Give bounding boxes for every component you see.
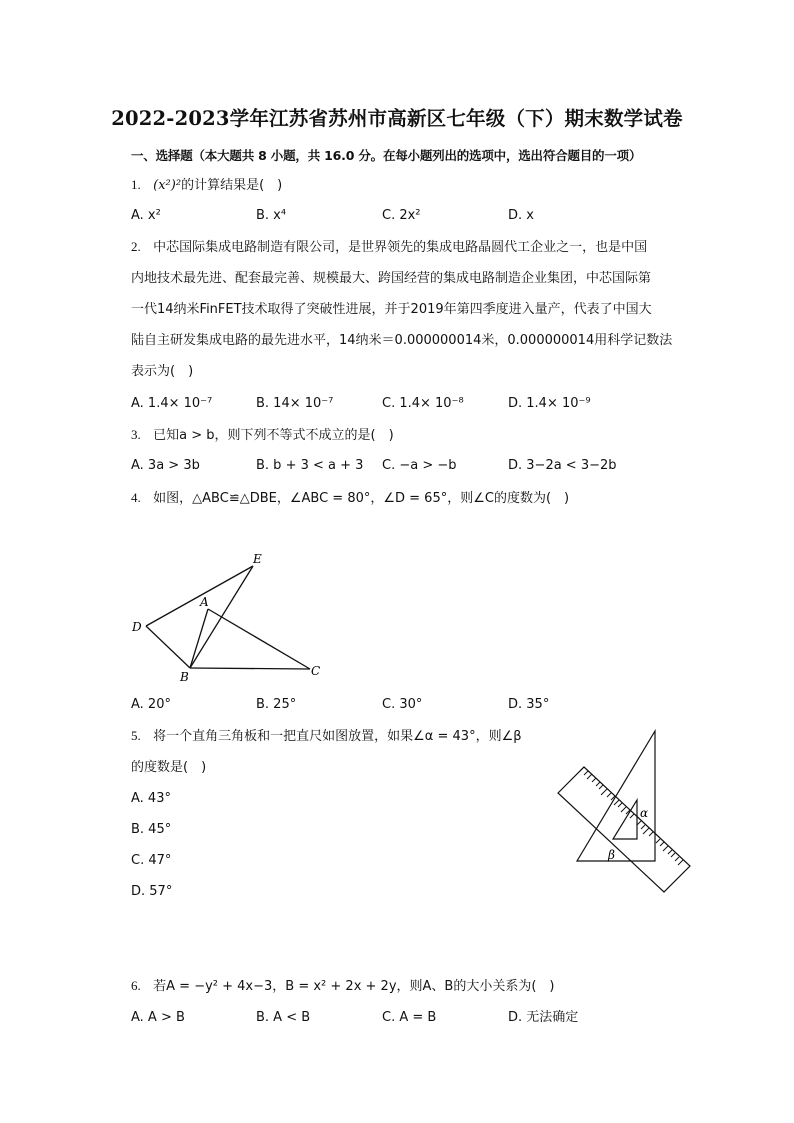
q5-option-d[interactable]: D. 57° xyxy=(131,884,173,899)
question-2-line-3: 一代14纳米FinFET技术取得了突破性进展，并于2019年第四季度进入量产，代表了中国大 xyxy=(131,302,652,317)
question-6-text: 若A = −y² + 4x−3，B = x² + 2x + 2y，则A、B的大小关系为( ) xyxy=(153,979,555,994)
section-heading: 一、选择题（本大题共 8 小题，共 16.0 分。在每小题列出的选项中，选出符合题目的一项） xyxy=(131,148,642,163)
question-5-line-1 xyxy=(131,727,522,746)
label-beta: β xyxy=(608,848,615,862)
question-1 xyxy=(131,176,282,195)
q2-option-c[interactable]: C. 1.4× 10⁻⁸ xyxy=(382,396,464,411)
question-4-text: 如图，△ABC≌△DBE，∠ABC = 80°，∠D = 65°，则∠C的度数为( ) xyxy=(153,491,570,506)
q6-option-d[interactable]: D. 无法确定 xyxy=(508,1010,579,1025)
q6-option-a[interactable]: A. A > B xyxy=(131,1010,185,1025)
q4-option-a[interactable]: A. 20° xyxy=(131,697,171,712)
q3-option-a[interactable]: A. 3a > 3b xyxy=(131,458,200,473)
question-2-line-1 xyxy=(131,238,647,257)
question-number: 1. xyxy=(131,177,141,192)
question-5-line-2: 的度数是( ) xyxy=(131,760,207,775)
q2-option-a[interactable]: A. 1.4× 10⁻⁷ xyxy=(131,396,213,411)
question-4 xyxy=(131,489,569,508)
q5-option-b[interactable]: B. 45° xyxy=(131,822,172,837)
q6-option-b[interactable]: B. A < B xyxy=(256,1010,311,1025)
question-3-text: 已知a > b，则下列不等式不成立的是( ) xyxy=(153,428,394,443)
question-3 xyxy=(131,426,394,445)
q3-option-c[interactable]: C. −a > −b xyxy=(382,458,457,473)
question-2-line-5: 表示为( ) xyxy=(131,364,194,379)
q5-option-a[interactable]: A. 43° xyxy=(131,791,171,806)
question-2-line-2: 内地技术最先进、配套最完善、规模最大、跨国经营的集成电路制造企业集团，中芯国际第 xyxy=(131,271,652,286)
question-number: 5. xyxy=(131,728,141,743)
exam-title: 2022-2023学年江苏省苏州市高新区七年级（下）期末数学试卷 xyxy=(111,107,683,130)
q1-option-c[interactable]: C. 2x² xyxy=(382,208,421,223)
label-alpha: α xyxy=(640,806,649,820)
label-e: E xyxy=(253,552,262,566)
q3-option-d[interactable]: D. 3−2a < 3−2b xyxy=(508,458,617,473)
question-number: 6. xyxy=(131,978,141,993)
question-1-text: 的计算结果是( ) xyxy=(181,178,283,193)
question-6 xyxy=(131,977,554,996)
q4-option-b[interactable]: B. 25° xyxy=(256,697,297,712)
q4-option-c[interactable]: C. 30° xyxy=(382,697,423,712)
q5-option-c[interactable]: C. 47° xyxy=(131,853,172,868)
question-2-line-4: 陆自主研发集成电路的最先进水平，14纳米＝0.000000014米，0.000000014用科学记数法 xyxy=(131,333,673,348)
question-5-text: 将一个直角三角板和一把直尺如图放置，如果∠α = 43°，则∠β xyxy=(153,729,522,744)
q6-option-c[interactable]: C. A = B xyxy=(382,1010,437,1025)
question-number: 3. xyxy=(131,427,141,442)
label-b: B xyxy=(180,670,189,684)
q1-option-b[interactable]: B. x⁴ xyxy=(256,208,287,223)
triangle-figure xyxy=(120,545,340,685)
q1-option-a[interactable]: A. x² xyxy=(131,208,161,223)
question-number: 2. xyxy=(131,239,141,254)
q4-option-d[interactable]: D. 35° xyxy=(508,697,550,712)
ruler-triangle-figure xyxy=(550,725,700,900)
label-c: C xyxy=(311,664,321,678)
label-d: D xyxy=(132,620,142,634)
question-2-text: 中芯国际集成电路制造有限公司，是世界领先的集成电路晶圆代工企业之一，也是中国 xyxy=(153,240,648,255)
q2-option-d[interactable]: D. 1.4× 10⁻⁹ xyxy=(508,396,591,411)
question-1-expression: (x²)² xyxy=(153,178,182,193)
q3-option-b[interactable]: B. b + 3 < a + 3 xyxy=(256,458,364,473)
label-a: A xyxy=(200,595,209,609)
q2-option-b[interactable]: B. 14× 10⁻⁷ xyxy=(256,396,334,411)
question-number: 4. xyxy=(131,490,141,505)
q1-option-d[interactable]: D. x xyxy=(508,208,534,223)
